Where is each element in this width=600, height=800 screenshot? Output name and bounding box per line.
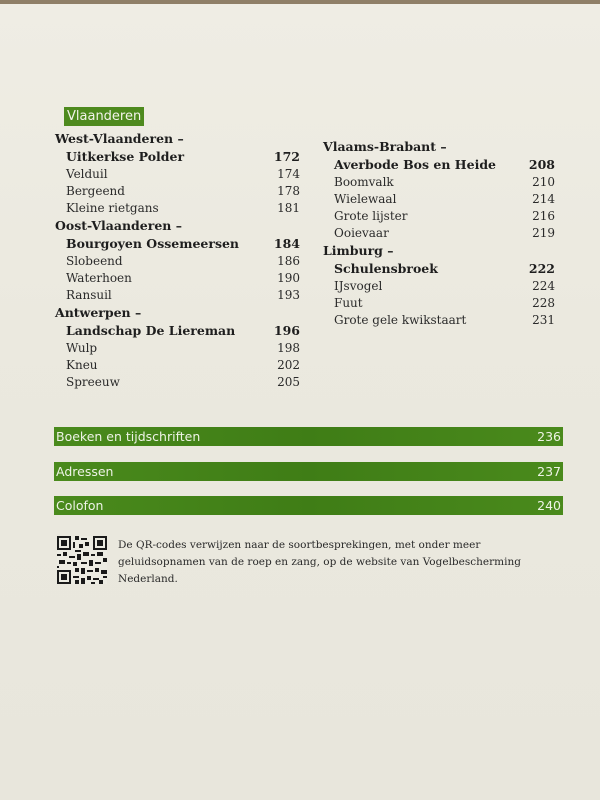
toc-column-right bbox=[323, 138, 555, 329]
item-page-number: 181 bbox=[277, 201, 300, 215]
area-title: Landschap De Liereman bbox=[66, 323, 236, 338]
toc-item[interactable] bbox=[55, 166, 300, 183]
item-label: Waterhoen bbox=[66, 271, 132, 285]
item-label: Spreeuw bbox=[66, 375, 120, 389]
item-page-number: 214 bbox=[532, 192, 555, 206]
toc-item[interactable] bbox=[323, 312, 555, 329]
area-entry[interactable] bbox=[55, 322, 300, 340]
area-title: Bourgoyen Ossemeersen bbox=[66, 236, 240, 251]
toc-group bbox=[323, 242, 555, 329]
item-page-number: 186 bbox=[277, 254, 300, 268]
item-label: Slobeend bbox=[66, 254, 123, 268]
toc-group bbox=[55, 304, 300, 391]
area-page-number: 172 bbox=[273, 149, 300, 164]
toc-item[interactable] bbox=[55, 270, 300, 287]
toc-item[interactable] bbox=[55, 253, 300, 270]
section-bar-addresses[interactable] bbox=[54, 462, 563, 481]
area-page-number: 222 bbox=[528, 261, 555, 276]
region-heading: Vlaanderen bbox=[64, 107, 144, 126]
toc-item[interactable] bbox=[55, 374, 300, 391]
item-label: Velduil bbox=[66, 167, 108, 181]
toc-item[interactable] bbox=[55, 340, 300, 357]
item-label: Wielewaal bbox=[334, 192, 397, 206]
item-label: Bergeend bbox=[66, 184, 125, 198]
area-title: Averbode Bos en Heide bbox=[334, 157, 497, 172]
section-label: Adressen bbox=[56, 464, 114, 479]
area-entry[interactable] bbox=[55, 235, 300, 253]
section-bar-colophon[interactable] bbox=[54, 496, 563, 515]
item-label: Ransuil bbox=[66, 288, 112, 302]
province-title: Antwerpen – bbox=[55, 305, 142, 320]
toc-item[interactable] bbox=[55, 200, 300, 217]
province-title: Oost-Vlaanderen – bbox=[55, 218, 182, 233]
area-page-number: 184 bbox=[273, 236, 300, 251]
toc-item[interactable] bbox=[323, 278, 555, 295]
section-page-number: 236 bbox=[537, 429, 561, 444]
section-page-number: 237 bbox=[537, 464, 561, 479]
section-page-number: 240 bbox=[537, 498, 561, 513]
item-page-number: 224 bbox=[532, 279, 555, 293]
item-page-number: 216 bbox=[532, 209, 555, 223]
qr-code-icon bbox=[57, 536, 107, 584]
province-title: Limburg – bbox=[323, 243, 394, 258]
toc-item[interactable] bbox=[323, 208, 555, 225]
area-entry[interactable] bbox=[323, 260, 555, 278]
item-page-number: 202 bbox=[277, 358, 300, 372]
item-label: Boomvalk bbox=[334, 175, 394, 189]
toc-column-left bbox=[55, 130, 300, 391]
province-title: West-Vlaanderen – bbox=[55, 131, 184, 146]
item-label: IJsvogel bbox=[334, 279, 383, 293]
item-page-number: 205 bbox=[277, 375, 300, 389]
item-label: Kleine rietgans bbox=[66, 201, 159, 215]
toc-item[interactable] bbox=[55, 183, 300, 200]
section-label: Colofon bbox=[56, 498, 104, 513]
toc-item[interactable] bbox=[323, 295, 555, 312]
item-page-number: 210 bbox=[532, 175, 555, 189]
item-label: Wulp bbox=[66, 341, 98, 355]
item-label: Kneu bbox=[66, 358, 98, 372]
toc-group bbox=[55, 217, 300, 304]
item-label: Grote gele kwikstaart bbox=[334, 313, 467, 327]
section-label: Boeken en tijdschriften bbox=[56, 429, 201, 444]
item-label: Fuut bbox=[334, 296, 363, 310]
toc-item[interactable] bbox=[323, 225, 555, 242]
toc-item[interactable] bbox=[55, 357, 300, 374]
item-page-number: 228 bbox=[532, 296, 555, 310]
toc-group bbox=[55, 130, 300, 217]
item-page-number: 193 bbox=[277, 288, 300, 302]
item-label: Grote lijster bbox=[334, 209, 408, 223]
area-title: Schulensbroek bbox=[334, 261, 438, 276]
area-title: Uitkerkse Polder bbox=[66, 149, 185, 164]
qr-note-text: De QR-codes verwijzen naar de soortbesprekingen, met onder meer geluidsopnamen van de roep en zang, op de website van Vogelbescherming Nederland. bbox=[118, 539, 521, 585]
province-title: Vlaams-Brabant – bbox=[323, 139, 447, 154]
item-page-number: 231 bbox=[532, 313, 555, 327]
area-entry[interactable] bbox=[55, 148, 300, 166]
area-page-number: 196 bbox=[273, 323, 300, 338]
section-bar-books[interactable] bbox=[54, 427, 563, 446]
item-page-number: 198 bbox=[277, 341, 300, 355]
toc-item[interactable] bbox=[55, 287, 300, 304]
item-page-number: 219 bbox=[532, 226, 555, 240]
item-page-number: 174 bbox=[277, 167, 300, 181]
area-page-number: 208 bbox=[528, 157, 555, 172]
item-page-number: 178 bbox=[277, 184, 300, 198]
item-page-number: 190 bbox=[277, 271, 300, 285]
toc-group bbox=[323, 138, 555, 242]
toc-item[interactable] bbox=[323, 191, 555, 208]
book-page bbox=[0, 4, 600, 800]
toc-item[interactable] bbox=[323, 174, 555, 191]
area-entry[interactable] bbox=[323, 156, 555, 174]
item-label: Ooievaar bbox=[334, 226, 389, 240]
